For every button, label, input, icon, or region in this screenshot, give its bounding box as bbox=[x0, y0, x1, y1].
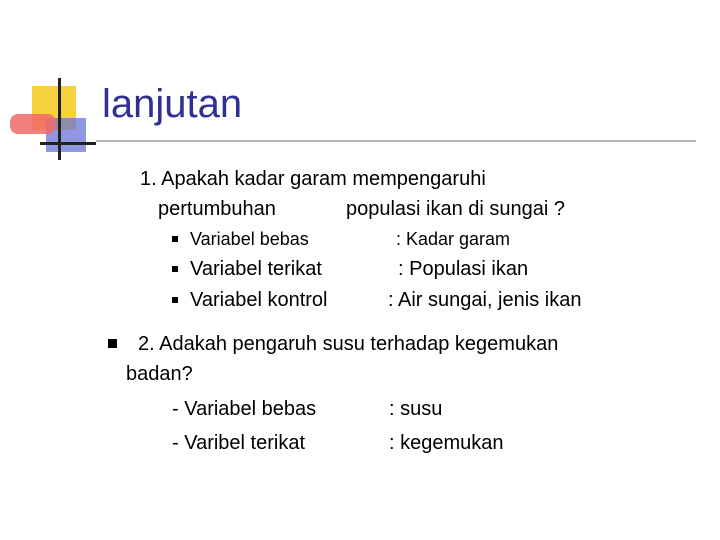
bullet-square-icon bbox=[172, 297, 178, 303]
q2-row-2-label: - Varibel terikat bbox=[172, 432, 306, 454]
q2-row-1-value: : susu bbox=[389, 398, 443, 420]
bullet-square-icon bbox=[108, 339, 117, 348]
title-underline bbox=[96, 140, 696, 142]
question-2-line-2: badan? bbox=[126, 363, 193, 385]
question-1-line-2a: pertumbuhan bbox=[158, 198, 276, 220]
slide-title: lanjutan bbox=[102, 82, 243, 126]
q1-row-1-label: Variabel bebas bbox=[190, 229, 309, 249]
title-decoration bbox=[0, 0, 100, 170]
q1-row-2-value: : Populasi ikan bbox=[398, 258, 529, 280]
q2-row-2-value: : kegemukan bbox=[389, 432, 504, 454]
question-2-line-1: 2. Adakah pengaruh susu terhadap kegemukan bbox=[138, 333, 559, 355]
bullet-square-icon bbox=[172, 266, 178, 272]
bullet-square-icon bbox=[172, 236, 178, 242]
q1-row-1-value: : Kadar garam bbox=[396, 229, 511, 249]
q1-row-2-label: Variabel terikat bbox=[190, 258, 322, 280]
question-1-line-1: 1. Apakah kadar garam mempengaruhi bbox=[140, 168, 486, 190]
q1-row-3-label: Variabel kontrol bbox=[190, 289, 328, 311]
q2-row-1-label: - Variabel bebas bbox=[172, 398, 317, 420]
question-1-line-2b: populasi ikan di sungai ? bbox=[346, 198, 566, 220]
q1-row-3-value: : Air sungai, jenis ikan bbox=[388, 289, 582, 311]
